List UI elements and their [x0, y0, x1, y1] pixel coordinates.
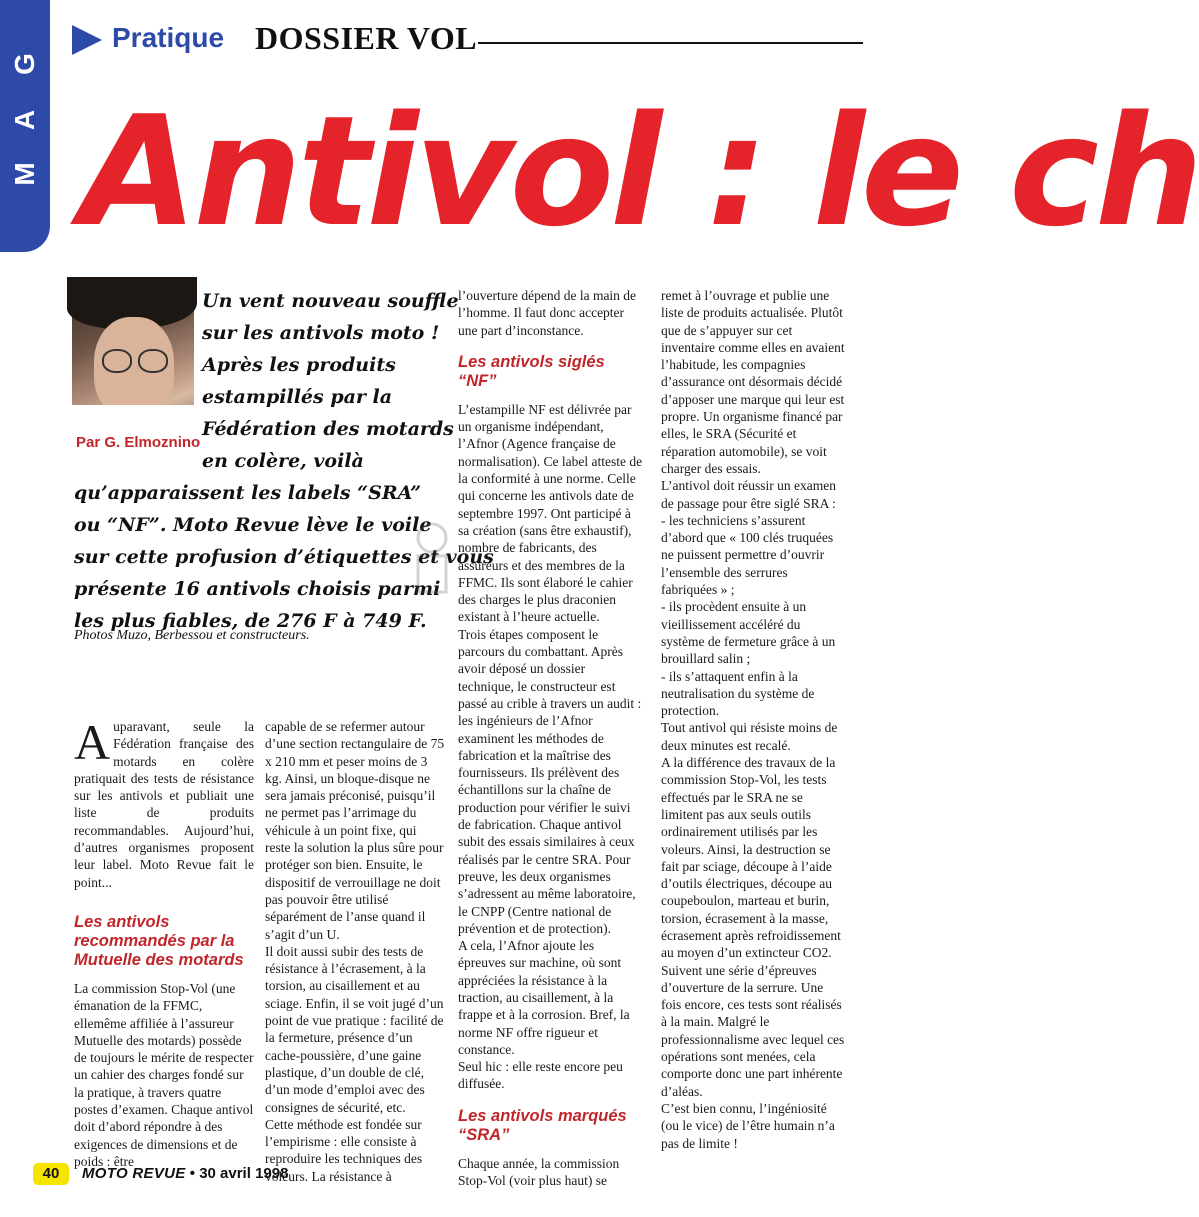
- column-1: [74, 714, 254, 1170]
- body-paragraph: L’antivol doit réussir un examen de passage pour être siglé SRA :: [661, 478, 836, 511]
- footer-separator: •: [189, 1165, 196, 1182]
- body-paragraph: remet à l’ouvrage et publie une liste de produits actualisée. Plutôt que de s’appuyer sur cet inventaire comme elles en avaient l’habitude, les compagnies d’assurance ont désormais décidé d’apposer une marque qui leur est propre. Un organisme financé par elles, le SRA (Sécurité et réparation automobile), se voit charger des essais.: [661, 288, 845, 476]
- issue-date: 30 avril 1998: [199, 1165, 289, 1182]
- body-paragraph: L’estampille NF est délivrée par un organisme indépendant, l’Afnor (Agence française de normalisation). Ce label atteste de la conformité à une norme. Celle qui concerne les antivols date de septembre 1997. Ont participé à sa création (sans être exhaustif), nombre de fabricants, des assureurs et des membres de la FFMC. Ils sont élaboré le cahier des charges le plus draconien existant à l’heure actuelle.: [458, 401, 643, 625]
- author-photo: [72, 287, 194, 429]
- intro-line: estampillés par la: [202, 386, 393, 408]
- body-paragraph: - les techniciens s’assurent d’abord que « 100 clés truquées ne puissent permettre d’ouvrir l’ensemble des serrures fabriquées » ;: [661, 512, 834, 598]
- page-number: 40: [33, 1163, 69, 1185]
- body-paragraph: Tout antivol qui résiste moins de deux minutes est recalé.: [661, 720, 838, 753]
- body-paragraph: A cela, l’Afnor ajoute les épreuves sur machine, où sont appréciées la résistance à la traction, au cisaillement, à la frappe et à la corrosion. Bref, la norme NF offre rigueur et constance.: [458, 938, 630, 1057]
- body-paragraph: La commission Stop-Vol (une émanation de la FFMC, ellemême affiliée à l’assureur Mutuelle des motards) possède de toujours le mérite de respecter un cahier des charges fondé sur la pratique, à travers quatre postes d’examen. Chaque antivol doit d’abord répondre à des exigences de dimensions et de poids : être: [74, 980, 254, 1169]
- side-tab-letter: G: [9, 53, 40, 75]
- magazine-name: MOTO REVUE: [82, 1165, 186, 1182]
- header-rule: [478, 42, 863, 44]
- section-label: Pratique: [112, 22, 225, 53]
- footer-folio: [82, 1165, 288, 1182]
- article-headline: Antivol : le ch: [80, 83, 1199, 260]
- section-heading: Les antivols marqués “SRA”: [458, 1106, 627, 1144]
- body-paragraph: Seul hic : elle reste encore peu diffusée.: [458, 1059, 623, 1092]
- photo-credit: Photos Muzo, Berbessou et constructeurs.: [74, 628, 310, 643]
- body-paragraph: Chaque année, la commission Stop-Vol (voir plus haut) se: [458, 1155, 620, 1189]
- body-paragraph: Trois étapes composent le parcours du combattant. Après avoir déposé un dossier technique, le constructeur est passé au crible à travers un audit : les ingénieurs de l’Afnor examinent les méthodes de fabrication et la maîtrise des fournisseurs. Ils prélèvent des échantillons sur la chaîne de production pour vérifier le suivi de fabrication. Chaque antivol subit des essais similaires à ceux réalisés par le centre SRA. Pour preuve, les deux organismes s’adressent au même laboratoire, le CNPP (Centre national de prévention et de protection).: [458, 626, 642, 936]
- watermark-logo-icon: [408, 518, 456, 598]
- body-paragraph: Il doit aussi subir des tests de résistance à l’écrasement, à la torsion, au cisaillement et au sciage. Enfin, il se voit jugé d’un point de vue pratique : facilité de la fermeture, présence d’un cache-poussière, d’une gaine plastique, d’un double de clé, d’un mode d’emploi avec des consignes de sécurité, etc.: [265, 943, 444, 1115]
- intro-line: en colère, voilà: [202, 450, 364, 472]
- column-2: [265, 718, 445, 1185]
- magazine-side-tab: [0, 0, 50, 252]
- body-paragraph: - ils s’attaquent enfin à la neutralisation du système de protection.: [661, 668, 815, 719]
- section-heading: Les antivols recommandés par la Mutuelle des motards: [74, 912, 244, 969]
- intro-line: qu’apparaissent les labels “SRA”: [74, 482, 422, 504]
- side-tab-letter: A: [9, 109, 40, 131]
- lead-paragraph: uparavant, seule la Fédération française des motards en colère pratiquait des tests de résistance sur les antivols et publiait une liste de produits recommandables. Aujourd’hui, d’autres organismes proposent leur label. Moto Revue fait le point...: [74, 719, 254, 890]
- intro-line: ou “NF”. Moto Revue lève le voile: [74, 514, 432, 536]
- intro-line: Fédération des motards: [202, 418, 454, 440]
- author-byline: Par G. Elmoznino: [76, 434, 201, 451]
- intro-line: sur les antivols moto !: [202, 322, 440, 344]
- column-3: [458, 287, 644, 1189]
- side-tab-letter: M: [9, 162, 40, 186]
- intro-line: sur cette profusion d’étiquettes et vous: [74, 546, 494, 568]
- dossier-label: DOSSIER VOL: [255, 20, 478, 56]
- body-paragraph: Suivent une série d’épreuves d’ouverture de la serrure. Une fois encore, ces tests sont réalisés à la main. Malgré le professionnalisme avec lequel ces opérations sont menées, cela comporte donc une part inhérente d’aléas.: [661, 962, 845, 1099]
- intro-line: Après les produits: [202, 354, 396, 376]
- section-arrow-icon: [72, 25, 102, 55]
- drop-cap: A: [74, 714, 111, 770]
- body-paragraph: C’est bien connu, l’ingéniosité (ou le vice) de l’être humain n’a pas de limite !: [661, 1100, 835, 1151]
- body-paragraph: capable de se refermer autour d’une section rectangulaire de 75 x 210 mm et peser moins de 3 kg. Ainsi, un bloque-disque ne sera jamais préconisé, puisqu’il ne permet pas l’arrimage du véhicule à un point fixe, qui reste la solution la plus sûre pour protéger son bien. Ensuite, le dispositif de verrouillage ne doit pas pouvoir être utilisé séparément de l’anse quand il s’agit d’un U.: [265, 719, 445, 942]
- column-4: [661, 287, 846, 1152]
- body-paragraph: A la différence des travaux de la commission Stop-Vol, les tests effectués par le SRA ne se limitent pas aux seuls outils ordinairement utilisés par les voleurs. Ainsi, la destruction se fait par sciage, découpe à l’aide d’outils électriques, découpe au coupeboulon, marteau et burin, torsion, écrasement à la masse, écrasement après refroidissement au moyen d’un extincteur CO2.: [661, 755, 841, 961]
- body-paragraph: Cette méthode est fondée sur l’empirisme : elle consiste à reproduire les techniques des voleurs. La résistance à: [265, 1116, 423, 1184]
- section-heading: Les antivols siglés “NF”: [458, 352, 605, 390]
- body-paragraph: - ils procèdent ensuite à un vieillissement accéléré du système de fermeture grâce à un brouillard salin ;: [661, 599, 836, 667]
- intro-line: les plus fiables, de 276 F à 749 F.: [74, 610, 427, 632]
- intro-line: présente 16 antivols choisis parmi: [74, 578, 441, 600]
- body-paragraph: l’ouverture dépend de la main de l’homme. Il faut donc accepter une part d’inconstance.: [458, 288, 637, 338]
- intro-line: Un vent nouveau souffle: [202, 290, 459, 312]
